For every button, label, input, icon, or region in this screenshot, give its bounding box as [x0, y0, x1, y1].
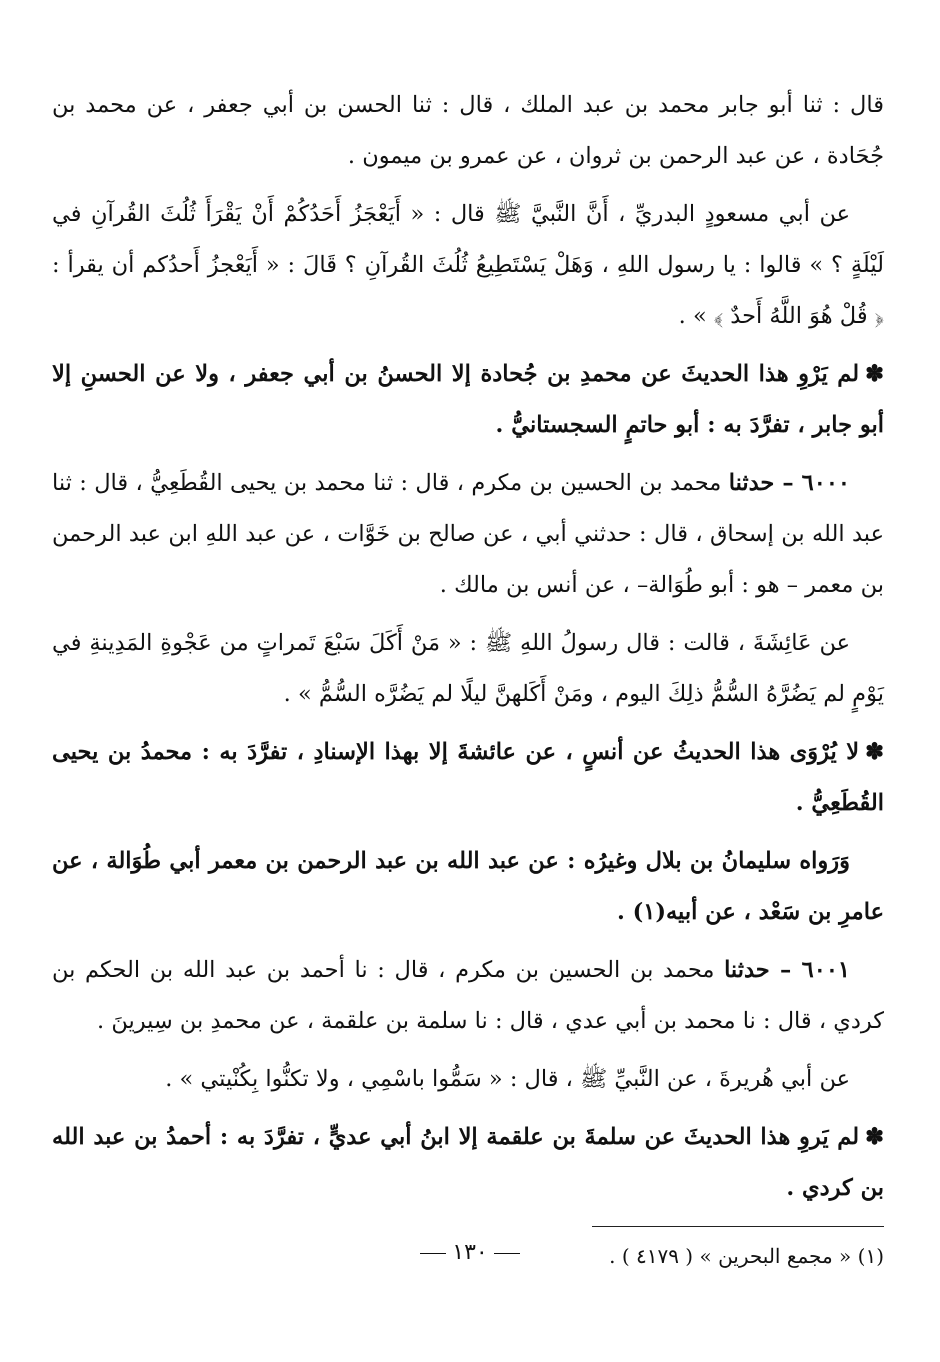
- hadith-number: ٦٠٠١ – حدثنا: [724, 957, 850, 983]
- paragraph-text: محمد بن الحسين بن مكرم ، قال : ثنا محمد بن يحيى القُطَعِيُّ ، قال : ثنا عبد الله بن إسحاق ، قال : حدثني أبي ، عن صالح بن خَوَّات ، عن عبد اللهِ ابن عبد الرحمن بن معمر – هو : أبو طُوَالة– ، عن أنس بن مالك .: [52, 470, 884, 598]
- page-body: [52, 80, 884, 1280]
- paragraph-text: قال : ثنا أبو جابر محمد بن عبد الملك ، قال : ثنا الحسن بن أبي جعفر ، عن محمد بن جُحَادة ، عن عبد الرحمن بن ثروان ، عن عمرو بن ميمون .: [52, 92, 884, 169]
- commentary-paragraph: [52, 1112, 884, 1214]
- commentary-paragraph: [52, 727, 884, 829]
- paragraph-text: عن عَائِشَةَ ، قالت : قال رسولُ اللهِ ﷺ : « مَنْ أَكَلَ سَبْعَ تَمراتٍ من عَجْوةِ المَدِينةِ في يَوْمٍ لم يَضُرَّهُ السُّمُّ ذلِكَ اليوم ، ومَنْ أَكَلهنَّ ليلًا لم يَضُرَّه السُّمُّ » .: [52, 630, 884, 707]
- footnote-divider: [592, 1226, 884, 1227]
- hadith-text: [52, 189, 884, 342]
- star-icon: ✽: [865, 361, 884, 387]
- commentary-paragraph: [52, 836, 884, 938]
- page-number: [0, 1240, 940, 1265]
- paragraph-text: عن أبي هُريرةَ ، عن النَّبيِّ ﷺ ، قال : « سَمُّوا باسْمِي ، ولا تكنُّوا بِكُنْيتي » .: [165, 1066, 850, 1092]
- page-number-text: ١٣٠: [452, 1240, 488, 1265]
- text-paragraph: [52, 80, 884, 182]
- star-icon: ✽: [865, 1124, 884, 1150]
- star-icon: ✽: [865, 739, 884, 765]
- paragraph-text: وَرَواه سليمانُ بن بلال وغيرُه : عن عبد الله بن عبد الرحمن بن معمر أبي طُوَالة ، عن عامرِ بن سَعْد ، عن أبيه(١) .: [52, 848, 884, 925]
- paragraph-text: محمد بن الحسين بن مكرم ، قال : نا أحمد بن عبد الله بن الحكم بن كردي ، قال : نا محمد بن أبي عدي ، قال : نا سلمة بن علقمة ، عن محمدِ بن سِيرينَ .: [52, 957, 884, 1034]
- hadith-number: ٦٠٠٠ – حدثنا: [728, 470, 851, 496]
- paragraph-text: لم يَروِ هذا الحديثَ عن سلمةَ بن علقمة إلا ابنُ أبي عديٍّ ، تفرَّدَ به : أحمدُ بن عبد الله بن كردي .: [52, 1124, 884, 1201]
- paragraph-text: لا يُرْوَى هذا الحديثُ عن أنسٍ ، عن عائشةَ إلا بهذا الإسنادِ ، تفرَّدَ به : محمدُ بن يحيى القُطَعِيُّ .: [52, 739, 884, 816]
- dash-decoration: [494, 1253, 520, 1254]
- footnote-text: (١) « مجمع البحرين » ( ٤١٧٩ ) .: [609, 1244, 884, 1268]
- hadith-text: [52, 1054, 884, 1105]
- dash-decoration: [420, 1253, 446, 1254]
- numbered-hadith-chain: [52, 458, 884, 611]
- paragraph-text: عن أبي مسعودٍ البدريِّ ، أَنَّ النَّبيَّ ﷺ قال : « أَيَعْجَزُ أَحَدُكُمْ أَنْ يَقْرَأَ ثُلُثَ القُرآنِ في لَيْلَةٍ ؟ » قالوا : يا رسول اللهِ ، وَهَلْ يَسْتَطِيعُ ثُلُثَ القُرآنِ ؟ قَالَ : « أَيَعْجزُ أَحدُكم أن يقرأ : ﴿ قُلْ هُوَ اللَّهُ أَحدٌ ﴾ » .: [52, 201, 884, 329]
- hadith-text: [52, 618, 884, 720]
- paragraph-text: لم يَرْوِ هذا الحديثَ عن محمدِ بن جُحادة إلا الحسنُ بن أبي جعفر ، ولا عن الحسنِ إلا أبو جابر ، تفرَّدَ به : أبو حاتمٍ السجستانيُّ .: [52, 361, 884, 438]
- commentary-paragraph: [52, 349, 884, 451]
- numbered-hadith-chain: [52, 945, 884, 1047]
